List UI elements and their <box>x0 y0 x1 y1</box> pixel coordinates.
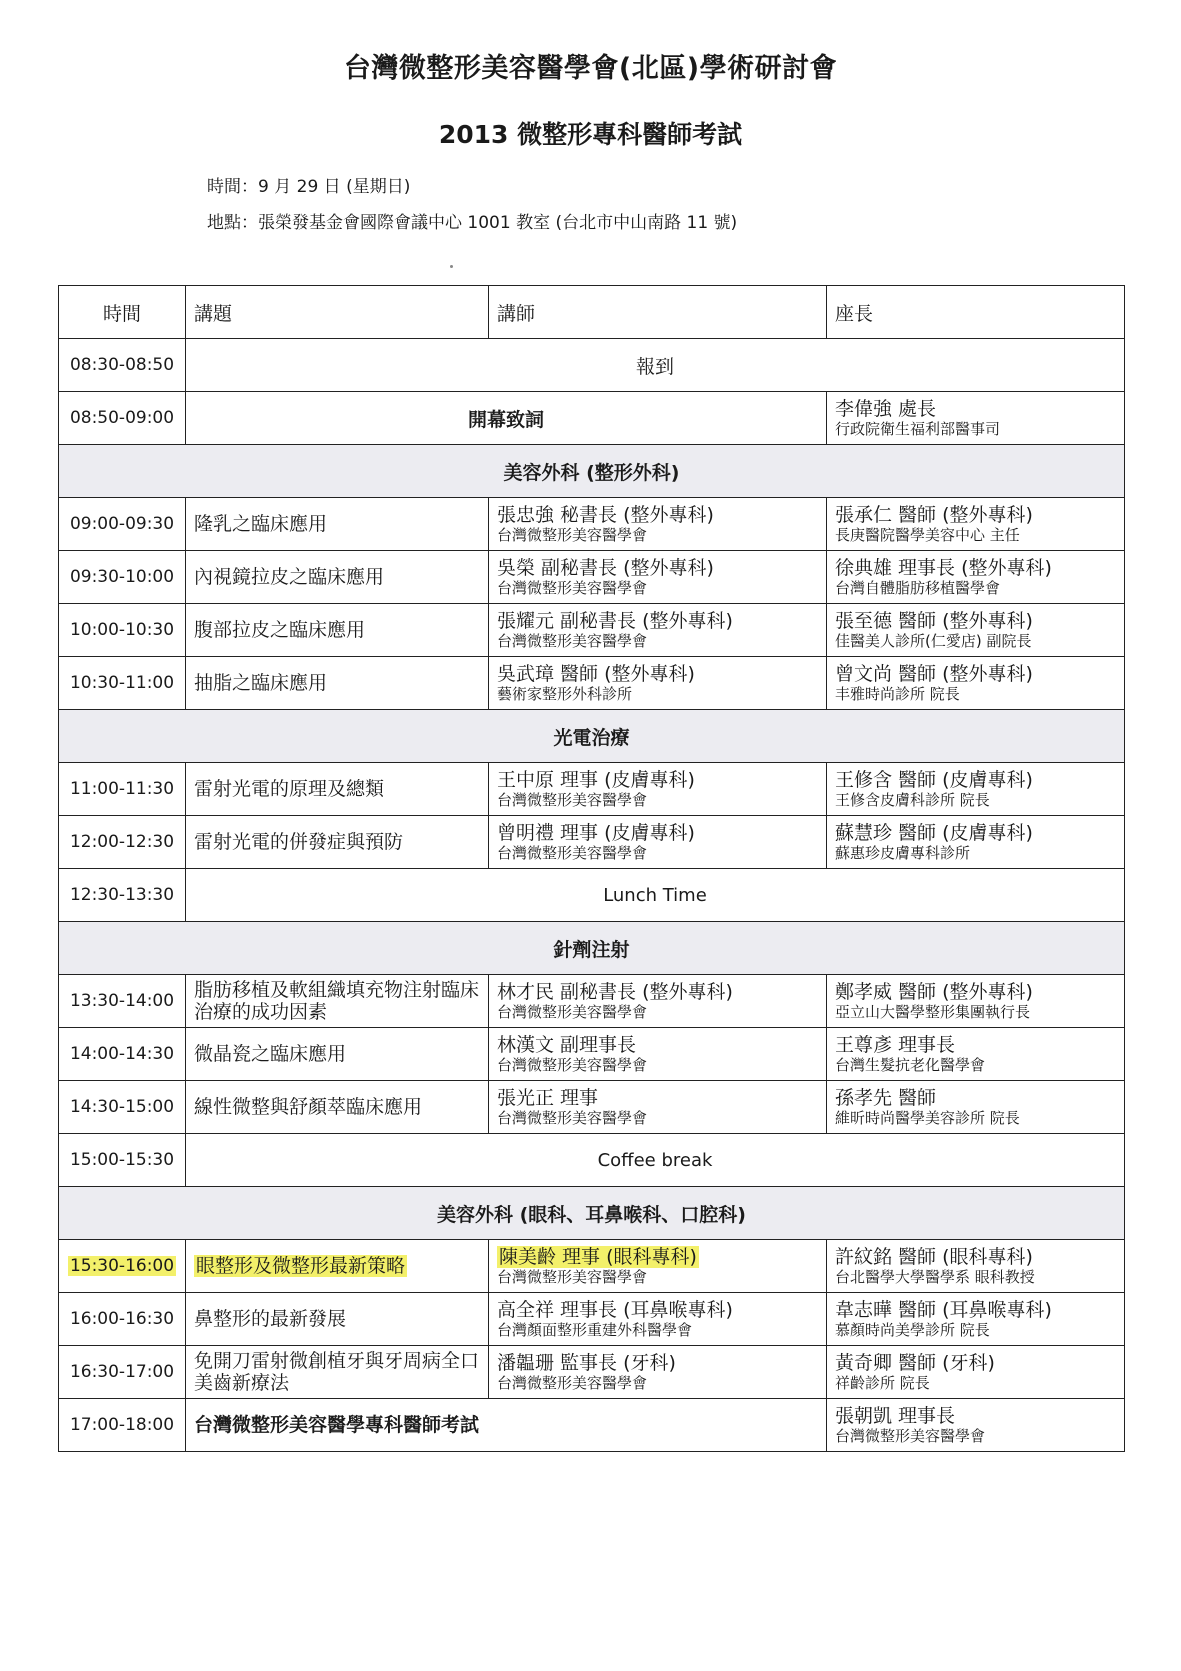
section-header-row <box>59 922 1125 975</box>
chair-org: 台灣微整形美容醫學會 <box>835 1426 986 1445</box>
speaker-cell <box>489 1293 827 1346</box>
exam-cell: 台灣微整形美容醫學專科醫師考試 <box>186 1399 827 1452</box>
time-cell: 09:00-09:30 <box>59 498 186 551</box>
chair-name: 孫孝先 醫師 <box>835 1086 937 1109</box>
time-cell: 16:00-16:30 <box>59 1293 186 1346</box>
speaker-cell <box>489 763 827 816</box>
table-row <box>59 498 1125 551</box>
page-subtitle: 2013 微整形專科醫師考試 <box>438 120 743 149</box>
section-title: 美容外科 (整形外科) <box>59 445 1125 498</box>
time-cell: 16:30-17:00 <box>59 1346 186 1399</box>
topic-cell: 雷射光電的原理及總類 <box>186 763 489 816</box>
column-header-time: 時間 <box>59 286 186 339</box>
chair-org: 台北醫學大學醫學系 眼科教授 <box>835 1267 1035 1286</box>
speaker-name: 林才民 副秘書長 (整外專科) <box>497 980 733 1003</box>
table-row <box>59 816 1125 869</box>
section-header-row <box>59 710 1125 763</box>
chair-cell <box>827 392 1125 445</box>
chair-org: 王修含皮膚科診所 院長 <box>835 790 990 809</box>
scan-speck <box>450 265 453 268</box>
chair-org: 維昕時尚醫學美容診所 院長 <box>835 1108 1020 1127</box>
topic-cell: 免開刀雷射微創植牙與牙周病全口美齒新療法 <box>186 1346 489 1399</box>
chair-name: 韋志曄 醫師 (耳鼻喉專科) <box>835 1298 1052 1321</box>
speaker-name: 張耀元 副秘書長 (整外專科) <box>497 609 733 632</box>
span-cell: 開幕致詞 <box>186 392 827 445</box>
table-row <box>59 975 1125 1028</box>
speaker-org: 台灣微整形美容醫學會 <box>497 1108 648 1127</box>
column-header-topic: 講題 <box>186 286 489 339</box>
speaker-org: 台灣微整形美容醫學會 <box>497 631 648 650</box>
speaker-org: 台灣微整形美容醫學會 <box>497 1002 648 1021</box>
highlighted-topic: 眼整形及微整形最新策略 <box>196 1255 406 1277</box>
table-row <box>59 604 1125 657</box>
speaker-cell <box>489 1346 827 1399</box>
table-row <box>59 1240 1125 1293</box>
speaker-org: 台灣微整形美容醫學會 <box>497 790 648 809</box>
time-cell: 12:30-13:30 <box>59 869 186 922</box>
event-time: 時間：9 月 29 日 (星期日) <box>207 177 411 197</box>
chair-cell <box>827 1028 1125 1081</box>
chair-cell <box>827 551 1125 604</box>
time-cell: 12:00-12:30 <box>59 816 186 869</box>
speaker-cell <box>489 1081 827 1134</box>
table-row <box>59 763 1125 816</box>
chair-cell <box>827 975 1125 1028</box>
column-header-chair: 座長 <box>827 286 1125 339</box>
topic-cell: 線性微整與舒顏萃臨床應用 <box>186 1081 489 1134</box>
chair-cell <box>827 498 1125 551</box>
chair-cell <box>827 763 1125 816</box>
section-title: 光電治療 <box>59 710 1125 763</box>
chair-cell <box>827 1240 1125 1293</box>
chair-cell <box>827 816 1125 869</box>
event-venue: 地點：張榮發基金會國際會議中心 1001 教室 (台北市中山南路 11 號) <box>207 213 738 233</box>
span-cell: Coffee break <box>186 1134 1125 1187</box>
speaker-cell <box>489 816 827 869</box>
chair-name: 王尊彥 理事長 <box>835 1033 956 1056</box>
table-row <box>59 869 1125 922</box>
time-cell: 17:00-18:00 <box>59 1399 186 1452</box>
chair-name: 曾文尚 醫師 (整外專科) <box>835 662 1033 685</box>
schedule-table <box>58 285 1125 1452</box>
table-row <box>59 1399 1125 1452</box>
speaker-cell <box>489 975 827 1028</box>
speaker-name: 吳榮 副秘書長 (整外專科) <box>497 556 714 579</box>
table-row <box>59 1293 1125 1346</box>
time-cell: 08:50-09:00 <box>59 392 186 445</box>
speaker-org: 台灣微整形美容醫學會 <box>497 1055 648 1074</box>
schedule-body <box>59 339 1125 1452</box>
speaker-name: 林漢文 副理事長 <box>497 1033 637 1056</box>
chair-org: 慕顏時尚美學診所 院長 <box>835 1320 990 1339</box>
speaker-org: 台灣微整形美容醫學會 <box>497 1373 648 1392</box>
table-row <box>59 551 1125 604</box>
time-cell: 13:30-14:00 <box>59 975 186 1028</box>
chair-name: 張承仁 醫師 (整外專科) <box>835 503 1033 526</box>
chair-name: 徐典雄 理事長 (整外專科) <box>835 556 1052 579</box>
table-row <box>59 657 1125 710</box>
chair-org: 蘇惠珍皮膚專科診所 <box>835 843 971 862</box>
chair-name: 張朝凱 理事長 <box>835 1404 956 1427</box>
time-cell <box>59 1240 186 1293</box>
table-row <box>59 1134 1125 1187</box>
chair-org: 台灣自體脂肪移植醫學會 <box>835 578 1001 597</box>
speaker-org: 台灣微整形美容醫學會 <box>497 578 648 597</box>
chair-cell <box>827 1346 1125 1399</box>
table-row <box>59 1346 1125 1399</box>
span-cell: Lunch Time <box>186 869 1125 922</box>
chair-cell <box>827 1081 1125 1134</box>
speaker-cell <box>489 551 827 604</box>
chair-name: 王修含 醫師 (皮膚專科) <box>835 768 1033 791</box>
time-cell: 10:30-11:00 <box>59 657 186 710</box>
time-cell: 14:00-14:30 <box>59 1028 186 1081</box>
topic-cell: 鼻整形的最新發展 <box>186 1293 489 1346</box>
table-row <box>59 339 1125 392</box>
table-row <box>59 392 1125 445</box>
speaker-org: 藝術家整形外科診所 <box>497 684 633 703</box>
speaker-org: 台灣微整形美容醫學會 <box>497 525 648 544</box>
section-title: 針劑注射 <box>59 922 1125 975</box>
speaker-name: 張忠強 秘書長 (整外專科) <box>497 503 714 526</box>
topic-cell <box>186 1240 489 1293</box>
topic-cell: 微晶瓷之臨床應用 <box>186 1028 489 1081</box>
topic-cell: 隆乳之臨床應用 <box>186 498 489 551</box>
section-title: 美容外科 (眼科、耳鼻喉科、口腔科) <box>59 1187 1125 1240</box>
table-header-row <box>59 286 1125 339</box>
section-header-row <box>59 1187 1125 1240</box>
speaker-name: 高全祥 理事長 (耳鼻喉專科) <box>497 1298 733 1321</box>
time-cell: 14:30-15:00 <box>59 1081 186 1134</box>
chair-name: 許紋銘 醫師 (眼科專科) <box>835 1245 1033 1268</box>
highlighted-speaker-name: 陳美齡 理事 (眼科專科) <box>499 1245 697 1268</box>
chair-name: 蘇慧珍 醫師 (皮膚專科) <box>835 821 1033 844</box>
speaker-name: 曾明禮 理事 (皮膚專科) <box>497 821 695 844</box>
column-header-speaker: 講師 <box>489 286 827 339</box>
chair-name: 張至德 醫師 (整外專科) <box>835 609 1033 632</box>
speaker-name: 吳武璋 醫師 (整外專科) <box>497 662 695 685</box>
chair-name: 李偉強 處長 <box>835 397 937 420</box>
time-cell: 10:00-10:30 <box>59 604 186 657</box>
speaker-name: 王中原 理事 (皮膚專科) <box>497 768 695 791</box>
chair-org: 丰雅時尚診所 院長 <box>835 684 960 703</box>
chair-name: 黃奇卿 醫師 (牙科) <box>835 1351 995 1374</box>
speaker-cell <box>489 604 827 657</box>
time-cell: 15:00-15:30 <box>59 1134 186 1187</box>
topic-cell: 腹部拉皮之臨床應用 <box>186 604 489 657</box>
speaker-cell <box>489 498 827 551</box>
chair-org: 台灣生髮抗老化醫學會 <box>835 1055 986 1074</box>
speaker-org: 台灣顏面整形重建外科醫學會 <box>497 1320 693 1339</box>
speaker-cell <box>489 657 827 710</box>
chair-cell <box>827 1399 1125 1452</box>
highlighted-time: 15:30-16:00 <box>69 1256 175 1276</box>
speaker-name: 張光正 理事 <box>497 1086 599 1109</box>
chair-name: 鄭孝威 醫師 (整外專科) <box>835 980 1033 1003</box>
topic-cell: 雷射光電的併發症與預防 <box>186 816 489 869</box>
page-title: 台灣微整形美容醫學會(北區)學術研討會 <box>343 53 838 84</box>
topic-cell: 內視鏡拉皮之臨床應用 <box>186 551 489 604</box>
chair-org: 祥齡診所 院長 <box>835 1373 930 1392</box>
chair-cell <box>827 657 1125 710</box>
time-cell: 09:30-10:00 <box>59 551 186 604</box>
chair-org: 行政院衛生福利部醫事司 <box>835 419 1001 438</box>
chair-cell <box>827 604 1125 657</box>
speaker-org: 台灣微整形美容醫學會 <box>497 1267 648 1286</box>
speaker-cell <box>489 1240 827 1293</box>
chair-org: 亞立山大醫學整形集團執行長 <box>835 1002 1031 1021</box>
chair-org: 長庚醫院醫學美容中心 主任 <box>835 525 1020 544</box>
chair-cell <box>827 1293 1125 1346</box>
section-header-row <box>59 445 1125 498</box>
span-cell: 報到 <box>186 339 1125 392</box>
table-row <box>59 1081 1125 1134</box>
speaker-name: 潘韞珊 監事長 (牙科) <box>497 1351 676 1374</box>
table-row <box>59 1028 1125 1081</box>
topic-cell: 脂肪移植及軟組織填充物注射臨床治療的成功因素 <box>186 975 489 1028</box>
topic-cell: 抽脂之臨床應用 <box>186 657 489 710</box>
time-cell: 08:30-08:50 <box>59 339 186 392</box>
speaker-org: 台灣微整形美容醫學會 <box>497 843 648 862</box>
speaker-cell <box>489 1028 827 1081</box>
chair-org: 佳醫美人診所(仁愛店) 副院長 <box>835 631 1032 650</box>
time-cell: 11:00-11:30 <box>59 763 186 816</box>
